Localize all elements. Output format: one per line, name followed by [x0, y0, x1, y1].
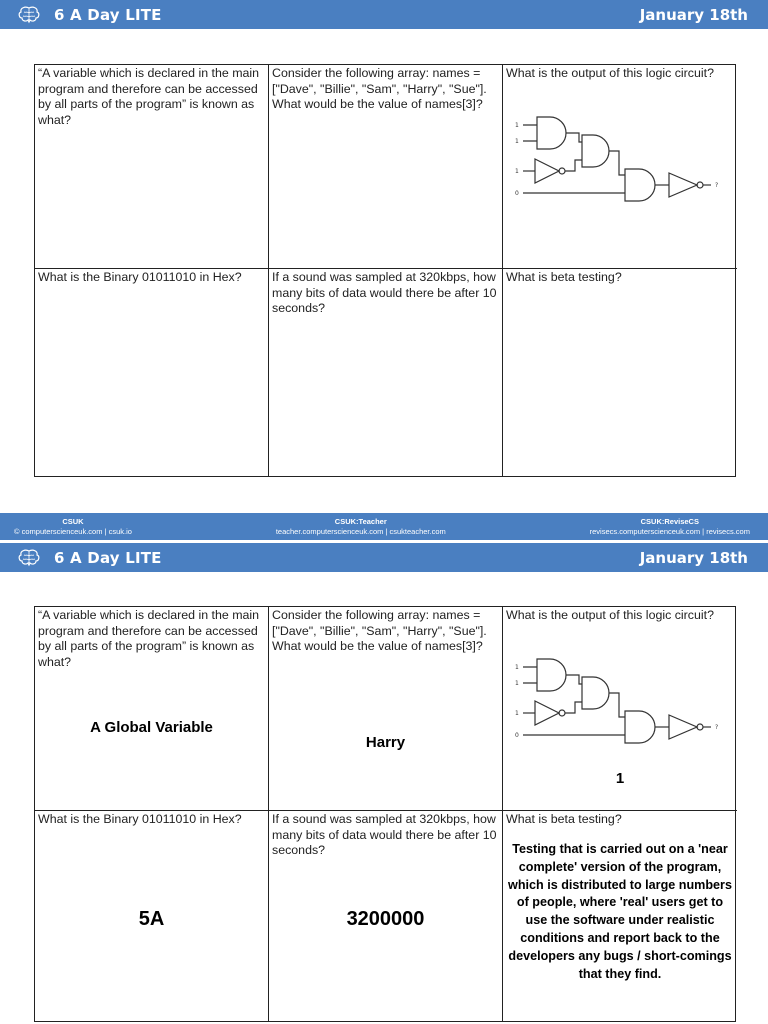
- circuit-input-label: 1: [515, 680, 519, 687]
- question-cell-3: [503, 65, 737, 269]
- header-bar: [0, 0, 768, 29]
- circuit-input-label: 1: [515, 138, 519, 145]
- question-text: What is beta testing?: [506, 812, 622, 826]
- answer-text: Testing that is carried out on a 'near complete' version of the program, which is distributed to large numbers of people, where 'real' users get to use the software under realistic conditions and report back to the developers any bugs / short-comings that they find.: [508, 842, 732, 981]
- page-title: 6 A Day LITE: [54, 5, 162, 24]
- footer-link[interactable]: © computerscienceuk.com | csuk.io: [14, 526, 132, 536]
- header-left: [18, 549, 162, 567]
- answer-cell-1: [35, 607, 269, 811]
- circuit-input-label: 0: [515, 732, 519, 739]
- logic-circuit-diagram: [515, 115, 729, 205]
- header-date: January 18th: [639, 5, 748, 24]
- question-cell-4: [35, 269, 269, 476]
- brain-icon: [18, 6, 40, 24]
- question-cell-5: [269, 269, 503, 476]
- page-title: 6 A Day LITE: [54, 548, 162, 567]
- header-left: [18, 6, 162, 24]
- question-text: “A variable which is declared in the main program and therefore can be accessed by all parts of the program” is known as what?: [38, 66, 260, 127]
- footer-revisecs: CSUK:ReviseCS revisecs.computerscienceuk.com | revisecs.com: [589, 516, 750, 536]
- circuit-input-label: 1: [515, 664, 519, 671]
- circuit-input-label: 1: [515, 710, 519, 717]
- question-cell-2: [269, 65, 503, 269]
- answer-text: Harry: [365, 734, 406, 751]
- circuit-input-label: 0: [515, 190, 519, 197]
- circuit-input-label: 1: [515, 122, 519, 129]
- answer-cell-5: [269, 811, 503, 1021]
- footer-link[interactable]: teacher.computerscienceuk.com | csukteacher.com: [275, 526, 446, 536]
- footer-csuk: CSUK © computerscienceuk.com | csuk.io: [14, 516, 132, 536]
- footer-teacher: CSUK:Teacher teacher.computerscienceuk.com | csukteacher.com: [275, 516, 446, 536]
- circuit-output-label: ?: [715, 724, 719, 731]
- question-text: Consider the following array: names = ["Dave", "Billie", "Sam", "Harry", "Sue"]. What would be the value of names[3]?: [272, 66, 487, 111]
- answer-text: 3200000: [346, 908, 425, 930]
- question-cell-6: [503, 269, 737, 476]
- header-bar: [0, 543, 768, 572]
- question-text: What is beta testing?: [506, 270, 622, 284]
- footer-bar: [0, 513, 768, 540]
- circuit-output-label: ?: [715, 182, 719, 189]
- question-cell-1: [35, 65, 269, 269]
- answer-cell-4: [35, 811, 269, 1021]
- answer-text: 5A: [138, 908, 165, 930]
- question-text: If a sound was sampled at 320kbps, how many bits of data would there be after 10 seconds?: [272, 812, 497, 857]
- question-text: If a sound was sampled at 320kbps, how many bits of data would there be after 10 seconds?: [272, 270, 497, 315]
- question-text: What is the output of this logic circuit?: [506, 66, 714, 80]
- answer-text: A Global Variable: [90, 719, 213, 736]
- question-text: What is the Binary 01011010 in Hex?: [38, 812, 242, 826]
- footer-link[interactable]: revisecs.computerscienceuk.com | revisecs.com: [589, 526, 750, 536]
- answer-text: 1: [615, 770, 625, 787]
- question-text: What is the Binary 01011010 in Hex?: [38, 270, 242, 284]
- question-text: Consider the following array: names = ["Dave", "Billie", "Sam", "Harry", "Sue"]. What would be the value of names[3]?: [272, 608, 487, 653]
- header-date: January 18th: [639, 548, 748, 567]
- answer-grid: [34, 606, 736, 1022]
- question-text: What is the output of this logic circuit?: [506, 608, 714, 622]
- question-text: “A variable which is declared in the main program and therefore can be accessed by all parts of the program” is known as what?: [38, 608, 260, 669]
- circuit-input-label: 1: [515, 168, 519, 175]
- logic-circuit-diagram: [515, 657, 729, 747]
- brain-icon: [18, 549, 40, 567]
- answer-cell-6: [503, 811, 737, 1021]
- question-grid: [34, 64, 736, 477]
- answer-cell-2: [269, 607, 503, 811]
- answer-cell-3: [503, 607, 737, 811]
